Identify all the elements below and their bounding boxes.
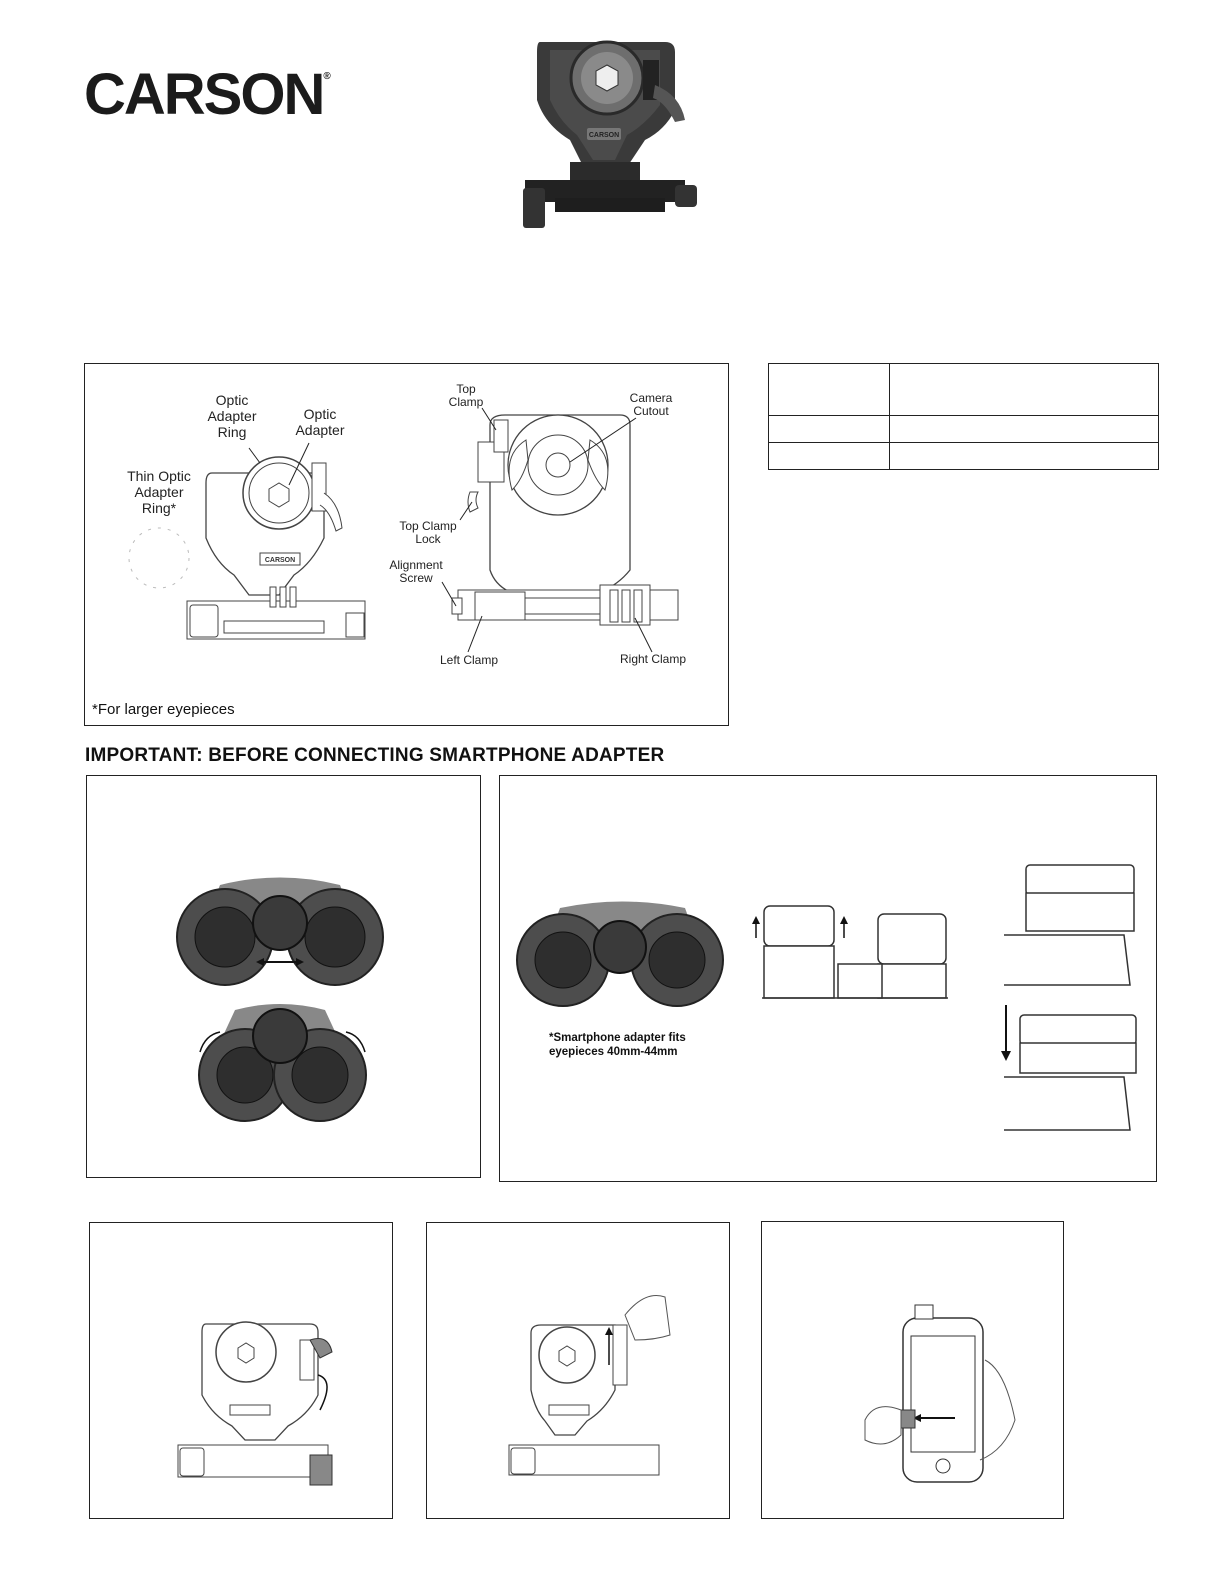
logo-text: CARSON [84, 62, 324, 127]
eyepiece-size-note: *Smartphone adapter fits eyepieces 40mm-44mm [549, 1032, 686, 1058]
label-camera-cutout: Camera Cutout [629, 391, 673, 418]
label-right-clamp: Right Clamp [620, 652, 687, 666]
front-device-logo: CARSON [264, 557, 296, 564]
label-alignment-screw: Alignment Screw [389, 558, 443, 585]
step-1-illustration [170, 1300, 350, 1505]
registered-mark: ® [323, 71, 331, 82]
eyecup-lowered-illustration [1000, 855, 1140, 1135]
step-3-illustration [855, 1300, 1025, 1500]
label-top-clamp-lock: Top Clamp Lock [399, 519, 457, 546]
larger-eyepieces-footnote: *For larger eyepieces [92, 701, 235, 718]
product-photo [515, 30, 715, 235]
adapter-back-diagram [430, 380, 720, 670]
label-thin-optic-adapter-ring: Thin Optic Adapter Ring* [127, 468, 191, 516]
table-row [769, 364, 1159, 416]
table-row [769, 416, 1159, 443]
eyecup-twist-illustration [748, 898, 953, 1003]
step-2-illustration [505, 1285, 685, 1505]
table-row [769, 443, 1159, 470]
binocular-eyepiece-illustration [515, 900, 730, 1010]
svg-text:CARSON: CARSON [588, 132, 620, 139]
important-heading: IMPORTANT: BEFORE CONNECTING SMARTPHONE ADAPTER [85, 745, 665, 766]
carson-logo [84, 62, 331, 127]
binocular-ipd-illustration [160, 870, 400, 1130]
label-optic-adapter: Optic Adapter [295, 406, 345, 438]
spec-table [768, 363, 1159, 470]
label-optic-adapter-ring: Optic Adapter Ring [207, 392, 257, 440]
label-top-clamp: Top Clamp [448, 382, 484, 409]
label-left-clamp: Left Clamp [440, 653, 499, 667]
